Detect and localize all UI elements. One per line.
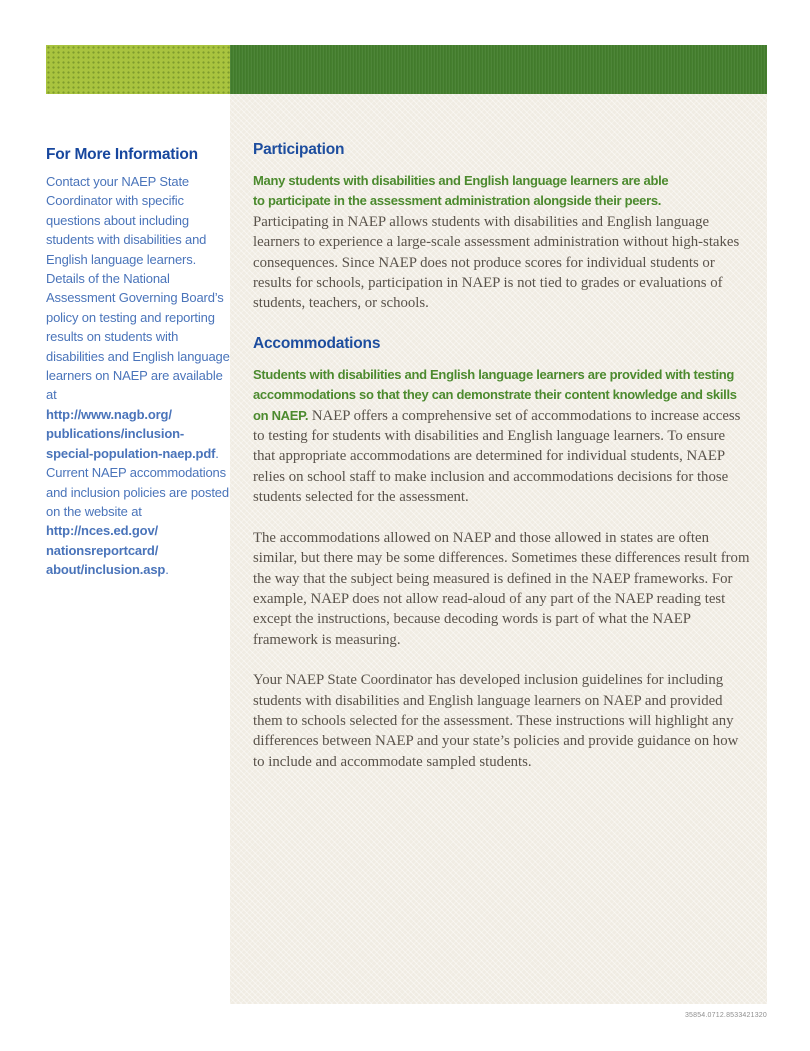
sidebar-heading: For More Information [46, 146, 198, 163]
nces-url-line-2-wrap [46, 541, 232, 560]
document-code: 35854.0712.8533421320 [684, 1012, 767, 1019]
nagb-link-line-3[interactable]: special-population-naep.pdf [46, 445, 216, 461]
nagb-link-line-2[interactable]: publications/inclusion- [46, 426, 185, 442]
accommodations-paragraph-3: Your NAEP State Coordinator has developed inclusion guidelines for including students with disabilities and English language learners on NAEP and provided them to schools selected for the assessment. These instructions will highlight any differences between NAEP and your state’s policies and provide guidance on how to include and accommodate sampled students. [253, 672, 739, 770]
nagb-url-line-2-wrap [46, 424, 232, 443]
section-heading-accommodations: Accommodations [253, 334, 381, 352]
header-accent-light-green [46, 45, 230, 94]
participation-lead-line-1: Many students with disabilities and English language learners are able [253, 173, 669, 188]
nagb-url-line-3-wrap [46, 444, 232, 463]
sidebar-text-intro: Contact your NAEP State Coordinator with specific questions about including students with disabilities and English language learners. Details of the National Assessment Governing Board’s policy on testing and reporting results on students with disabilities and English language learners on NAEP are available at [46, 174, 230, 403]
nces-url-line-3-wrap [46, 560, 232, 579]
nagb-url-line-1-wrap [46, 405, 232, 424]
header-accent-dark-green [230, 45, 767, 94]
participation-lead-line-2: to participate in the assessment administration alongside their peers. [253, 193, 662, 209]
nces-link-line-3[interactable]: about/inclusion.asp [46, 562, 166, 578]
accommodations-lead: Students with disabilities and English language learners are provided with testing accommodations so that they can demonstrate their content knowledge and skills on NAEP. [253, 366, 737, 423]
sidebar-period: . [165, 562, 169, 578]
participation-body-text: Participating in NAEP allows students with disabilities and English language learners to experience a large-scale assessment administration without high-stakes consequences. Since NAEP does not produce scores for individual students or results for schools, participation in NAEP is not tied to grades or evaluations of students, teachers, or schools. [253, 213, 740, 312]
nces-url-line-1-wrap [46, 521, 232, 540]
accommodations-paragraph-2: The accommodations allowed on NAEP and those allowed in states are often similar, but there may be some differences. Sometimes these differences result from the way that the subject being measured is defined in the NAEP frameworks. For example, NAEP does not allow read-aloud of any part of the NAEP reading test except the instructions, because decoding words is part of what the NAEP framework is measuring. [253, 529, 750, 648]
sidebar-text-policies: Current NAEP accommodations and inclusion policies are posted on the website at [46, 465, 229, 519]
accommodations-body-text: NAEP offers a comprehensive set of accommodations to increase access to testing for students with disabilities and English language learners. To ensure that appropriate accommodations are determined for individual students, NAEP relies on school staff to make inclusion and accommodations decisions for those students selected for the assessment. [253, 407, 741, 506]
accommodations-paragraph-1 [253, 365, 750, 508]
nagb-link-line-1[interactable]: http://www.nagb.org/ [46, 406, 172, 422]
nces-link-line-2[interactable]: nationsreportcard/ [46, 542, 159, 558]
sidebar [46, 146, 232, 580]
sidebar-paragraph [46, 172, 232, 580]
main-content [253, 141, 750, 772]
sidebar-period: . [215, 445, 219, 461]
section-heading-participation: Participation [253, 141, 345, 158]
nces-link-line-1[interactable]: http://nces.ed.gov/ [46, 523, 158, 539]
participation-paragraph [253, 171, 750, 314]
